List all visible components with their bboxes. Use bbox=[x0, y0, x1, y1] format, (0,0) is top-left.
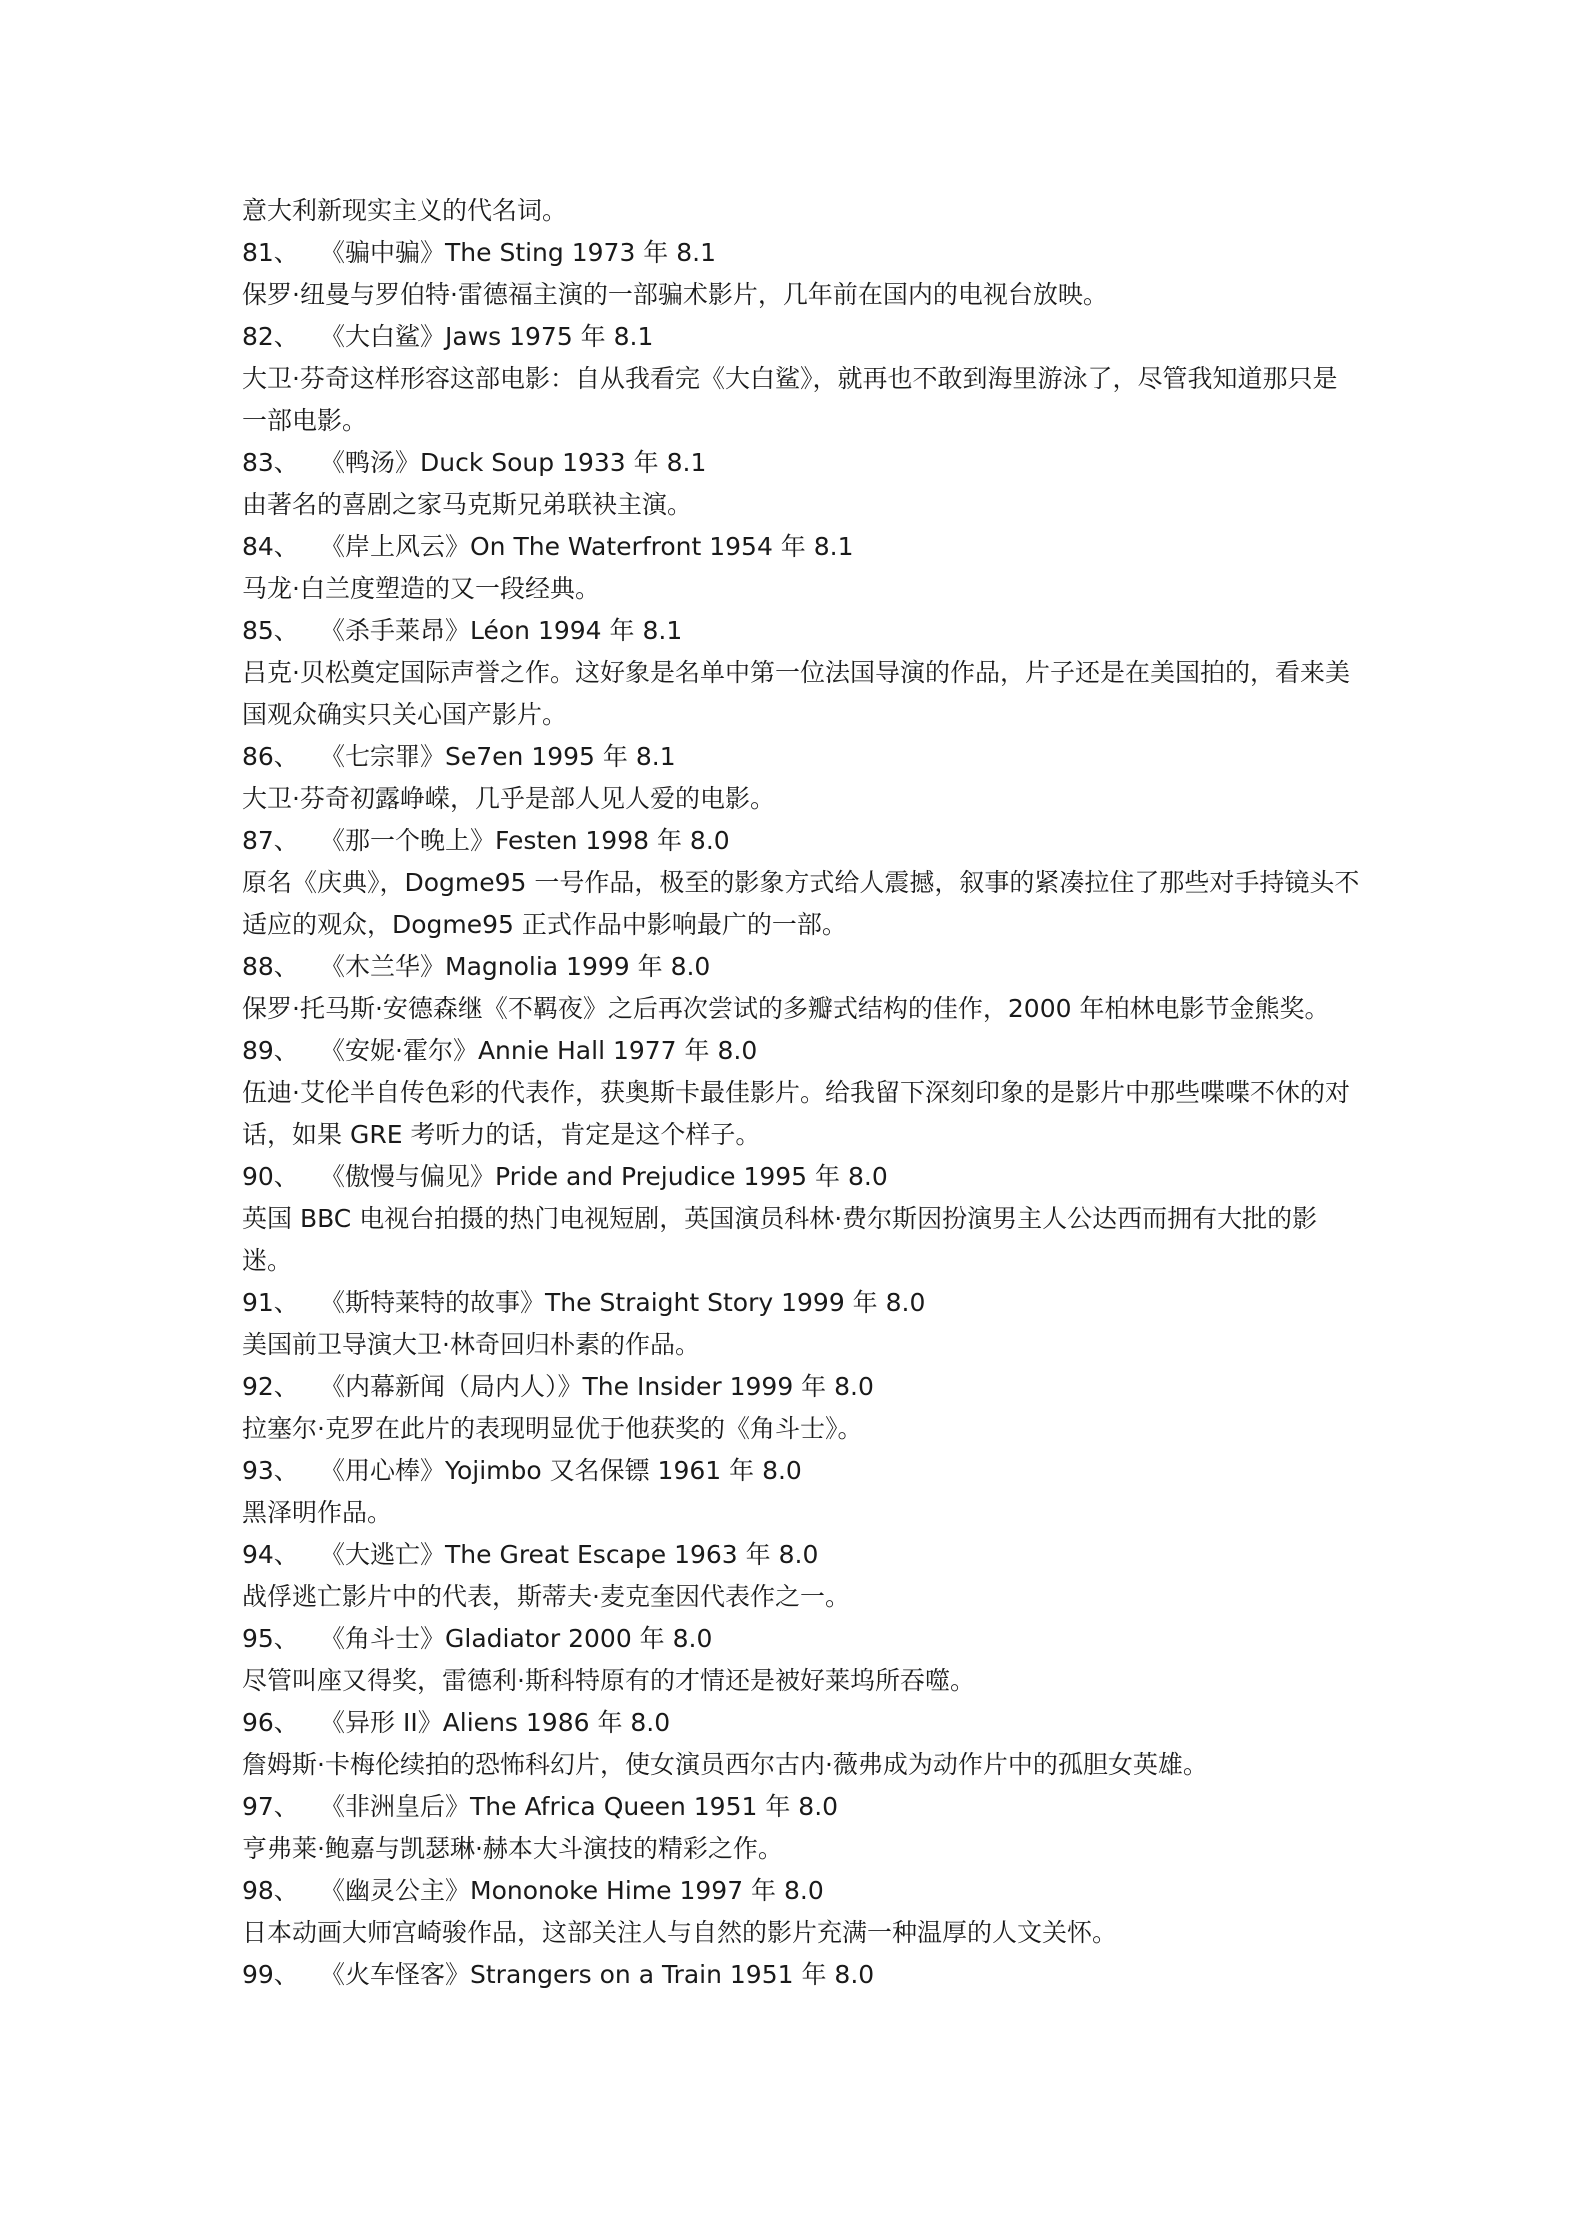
entry-title-text: 《角斗士》Gladiator 2000 年 8.0 bbox=[320, 1624, 713, 1653]
movie-entry-description: 詹姆斯·卡梅伦续拍的恐怖科幻片，使女演员西尔古内·薇弗成为动作片中的孤胆女英雄。 bbox=[242, 1750, 1208, 1779]
entry-number: 89、 bbox=[242, 1036, 299, 1065]
entry-title-text: 《杀手莱昂》Léon 1994 年 8.1 bbox=[320, 616, 683, 645]
movie-entry-title bbox=[242, 232, 1362, 274]
entry-title-text: 《鸭汤》Duck Soup 1933 年 8.1 bbox=[320, 448, 707, 477]
movie-entry-description: 美国前卫导演大卫·林奇回归朴素的作品。 bbox=[242, 1330, 700, 1359]
entry-number: 85、 bbox=[242, 616, 299, 645]
movie-entry-description: 英国 BBC 电视台拍摄的热门电视短剧，英国演员科林·费尔斯因扮演男主人公达西而拥有大批的影迷。 bbox=[242, 1204, 1318, 1275]
entry-number: 87、 bbox=[242, 826, 299, 855]
entry-number: 90、 bbox=[242, 1162, 299, 1191]
movie-entry-description: 亨弗莱·鲍嘉与凯瑟琳·赫本大斗演技的精彩之作。 bbox=[242, 1834, 783, 1863]
entry-title-text: 《火车怪客》Strangers on a Train 1951 年 8.0 bbox=[320, 1960, 875, 1989]
entry-number: 95、 bbox=[242, 1624, 299, 1653]
entry-number: 84、 bbox=[242, 532, 299, 561]
entry-number: 91、 bbox=[242, 1288, 299, 1317]
movie-entry-title bbox=[242, 610, 1362, 652]
movie-entry-description: 马龙·白兰度塑造的又一段经典。 bbox=[242, 574, 600, 603]
movie-entry-description: 由著名的喜剧之家马克斯兄弟联袂主演。 bbox=[242, 490, 693, 519]
entry-title-text: 《斯特莱特的故事》The Straight Story 1999 年 8.0 bbox=[320, 1288, 926, 1317]
entry-title-text: 《骗中骗》The Sting 1973 年 8.1 bbox=[320, 238, 716, 267]
movie-entry-title bbox=[242, 1282, 1362, 1324]
movie-entry-title bbox=[242, 1702, 1362, 1744]
movie-entry-description: 保罗·纽曼与罗伯特·雷德福主演的一部骗术影片，几年前在国内的电视台放映。 bbox=[242, 280, 1108, 309]
entry-number: 88、 bbox=[242, 952, 299, 981]
movie-entry-title bbox=[242, 1786, 1362, 1828]
intro-line: 意大利新现实主义的代名词。 bbox=[242, 196, 568, 225]
document-body bbox=[242, 190, 1362, 1996]
movie-entry-title bbox=[242, 1954, 1362, 1996]
entry-number: 86、 bbox=[242, 742, 299, 771]
entry-number: 82、 bbox=[242, 322, 299, 351]
entry-number: 83、 bbox=[242, 448, 299, 477]
movie-entry-title bbox=[242, 736, 1362, 778]
entry-number: 97、 bbox=[242, 1792, 299, 1821]
movie-entry-title bbox=[242, 526, 1362, 568]
movie-entry-description: 战俘逃亡影片中的代表，斯蒂夫·麦克奎因代表作之一。 bbox=[242, 1582, 850, 1611]
entry-number: 93、 bbox=[242, 1456, 299, 1485]
entry-title-text: 《幽灵公主》Mononoke Hime 1997 年 8.0 bbox=[320, 1876, 824, 1905]
movie-entry-description: 保罗·托马斯·安德森继《不羁夜》之后再次尝试的多瓣式结构的佳作，2000 年柏林电影节金熊奖。 bbox=[242, 994, 1330, 1023]
movie-entry-title bbox=[242, 1870, 1362, 1912]
movie-entry-description: 原名《庆典》，Dogme95 一号作品，极至的影象方式给人震撼，叙事的紧凑拉住了那些对手持镜头不适应的观众，Dogme95 正式作品中影响最广的一部。 bbox=[242, 868, 1360, 939]
entry-title-text: 《内幕新闻（局内人）》The Insider 1999 年 8.0 bbox=[320, 1372, 874, 1401]
entry-title-text: 《傲慢与偏见》Pride and Prejudice 1995 年 8.0 bbox=[320, 1162, 888, 1191]
entry-title-text: 《非洲皇后》The Africa Queen 1951 年 8.0 bbox=[320, 1792, 839, 1821]
entry-title-text: 《七宗罪》Se7en 1995 年 8.1 bbox=[320, 742, 676, 771]
entry-number: 99、 bbox=[242, 1960, 299, 1989]
movie-entry-description: 大卫·芬奇初露峥嵘，几乎是部人见人爱的电影。 bbox=[242, 784, 775, 813]
entry-title-text: 《木兰华》Magnolia 1999 年 8.0 bbox=[320, 952, 711, 981]
movie-entry-title bbox=[242, 1450, 1362, 1492]
entry-title-text: 《安妮·霍尔》Annie Hall 1977 年 8.0 bbox=[320, 1036, 758, 1065]
movie-entry-list bbox=[242, 232, 1362, 1996]
movie-entry-title bbox=[242, 1030, 1362, 1072]
entry-title-text: 《大白鲨》Jaws 1975 年 8.1 bbox=[320, 322, 654, 351]
movie-entry-title bbox=[242, 1156, 1362, 1198]
movie-entry-description: 日本动画大师宫崎骏作品，这部关注人与自然的影片充满一种温厚的人文关怀。 bbox=[242, 1918, 1118, 1947]
movie-entry-title bbox=[242, 1618, 1362, 1660]
movie-entry-description: 吕克·贝松奠定国际声誉之作。这好象是名单中第一位法国导演的作品，片子还是在美国拍的，看来美国观众确实只关心国产影片。 bbox=[242, 658, 1350, 729]
movie-entry-description: 尽管叫座又得奖，雷德利·斯科特原有的才情还是被好莱坞所吞噬。 bbox=[242, 1666, 975, 1695]
movie-entry-title bbox=[242, 820, 1362, 862]
movie-entry-title bbox=[242, 1534, 1362, 1576]
entry-number: 94、 bbox=[242, 1540, 299, 1569]
movie-entry-description: 伍迪·艾伦半自传色彩的代表作，获奥斯卡最佳影片。给我留下深刻印象的是影片中那些喋喋不休的对话，如果 GRE 考听力的话，肯定是这个样子。 bbox=[242, 1078, 1350, 1149]
entry-number: 81、 bbox=[242, 238, 299, 267]
movie-entry-title bbox=[242, 442, 1362, 484]
entry-number: 96、 bbox=[242, 1708, 299, 1737]
movie-entry-description: 大卫·芬奇这样形容这部电影：自从我看完《大白鲨》，就再也不敢到海里游泳了，尽管我知道那只是一部电影。 bbox=[242, 364, 1338, 435]
movie-entry-description: 黑泽明作品。 bbox=[242, 1498, 393, 1527]
entry-number: 98、 bbox=[242, 1876, 299, 1905]
entry-title-text: 《用心棒》Yojimbo 又名保镖 1961 年 8.0 bbox=[320, 1456, 802, 1485]
entry-title-text: 《大逃亡》The Great Escape 1963 年 8.0 bbox=[320, 1540, 819, 1569]
movie-entry-title bbox=[242, 1366, 1362, 1408]
entry-number: 92、 bbox=[242, 1372, 299, 1401]
movie-entry-title bbox=[242, 316, 1362, 358]
movie-entry-description: 拉塞尔·克罗在此片的表现明显优于他获奖的《角斗士》。 bbox=[242, 1414, 863, 1443]
movie-entry-title bbox=[242, 946, 1362, 988]
entry-title-text: 《岸上风云》On The Waterfront 1954 年 8.1 bbox=[320, 532, 854, 561]
entry-title-text: 《那一个晚上》Festen 1998 年 8.0 bbox=[320, 826, 730, 855]
entry-title-text: 《异形 II》Aliens 1986 年 8.0 bbox=[320, 1708, 671, 1737]
